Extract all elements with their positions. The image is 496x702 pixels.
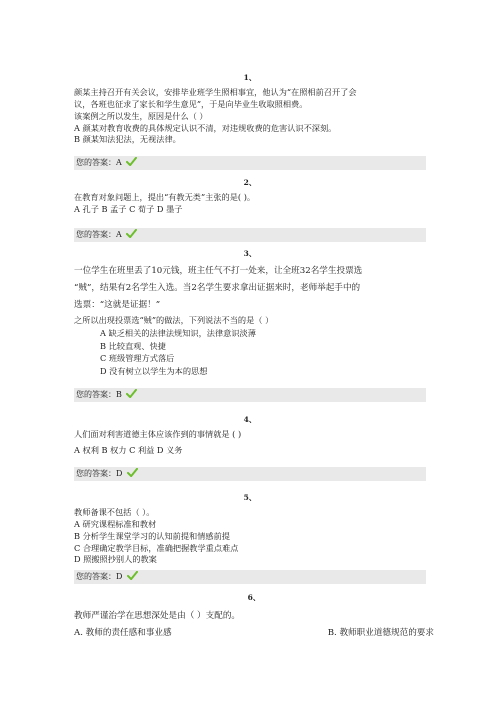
options-inline: A 孔子 B 孟子 C 荀子 D 墨子 [74,203,183,214]
option-c: C 合理确定教学目标，准确把握教学重点难点 [74,542,239,553]
question-stem-line: 颜某主持召开有关会议，安排毕业班学生照相事宜，他认为“在照相前召开了会 [74,86,357,97]
option-b: B 比较直观、快捷 [100,340,166,351]
question-3 [74,248,426,378]
question-number: 5、 [243,493,257,502]
option-d: D 照搬照抄别人的教案 [74,554,157,565]
question-stem-line: 教师备课不包括（ ）。 [74,506,155,517]
answer-label: 您的答案：A [76,158,122,167]
option-a: A 颜某对教育收费的具体规定认识不清，对违规收费的危害认识不深刻。 [74,122,337,133]
answer-label: 您的答案：D [76,572,123,581]
question-stem-line: 教师严谨治学在思想深处是由（ ）支配的。 [74,611,241,622]
answer-label: 您的答案：A [76,230,122,239]
question-6 [74,591,434,641]
question-number: 1、 [243,73,257,82]
answer-bar-4 [74,467,426,481]
question-stem-line: 在教育对象问题上，提出“有教无类”主张的是( )。 [74,191,256,202]
option-b: B 颜某知法犯法，无视法律。 [74,134,181,145]
question-stem-line: “贼”，结果有2名学生入选。当2名学生要求拿出证据来时，老师举起手中的 [74,282,361,293]
option-a: A. 教师的责任感和事业感 [74,627,172,638]
question-5 [74,493,426,566]
options-inline: A 权利 B 权力 C 利益 D 义务 [74,444,183,455]
checkmark-icon [126,157,137,166]
option-c: C 班级管理方式落后 [100,353,175,364]
question-stem-line: 该案例之所以发生，原因是什么（ ） [74,110,208,121]
option-b: B 分析学生课堂学习的认知前提和情感前提 [74,530,230,541]
checkmark-icon [126,229,137,238]
answer-bar-2 [74,228,426,242]
question-number: 2、 [243,178,257,187]
answer-bar-3 [74,388,426,402]
question-4 [74,415,426,457]
question-stem-line: 人们面对利害道德主体应该作到的事情就是 ( ) [74,428,242,439]
question-stem-line: 选票：“这就是证据！” [74,300,161,310]
option-b: B. 教师职业道德规范的要求 [327,627,434,638]
option-a: A 研究课程标准和教材 [74,518,157,529]
options-row [74,625,434,641]
checkmark-icon [127,468,138,477]
option-d: D 没有树立以学生为本的思想 [100,366,208,376]
question-2 [74,178,426,216]
answer-bar-1 [74,156,426,170]
option-a: A 缺乏相关的法律法规知识，法律意识淡薄 [100,327,256,338]
question-number: 6、 [247,593,261,602]
question-number: 4、 [243,415,257,424]
question-stem-line: 一位学生在班里丢了10元钱，班主任气不打一处来，让全班32名学生投票选 [74,265,363,276]
question-1 [74,73,426,146]
question-stem-line: 之所以出现投票选“贼”的做法，下列说法不当的是（ ） [74,315,274,326]
checkmark-icon [126,389,137,398]
answer-bar-5 [74,570,426,584]
question-number: 3、 [243,249,257,258]
question-stem-line: 议，各班也征求了家长和学生意见”，于是向毕业生收取照相费。 [74,98,308,109]
answer-label: 您的答案：B [76,390,122,399]
answer-label: 您的答案：D [76,469,123,478]
checkmark-icon [127,571,138,580]
